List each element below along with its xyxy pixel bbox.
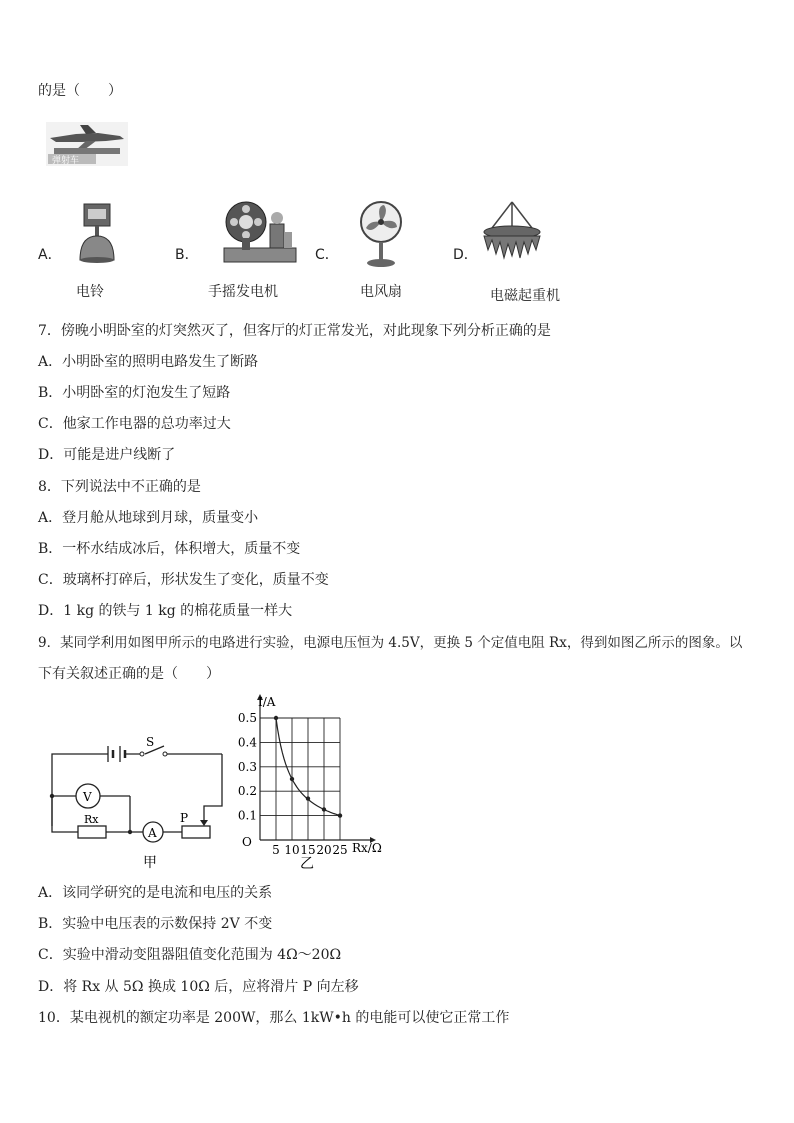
voltmeter-label: V [83,790,92,804]
hand-crank-generator-image [220,198,300,268]
circuit-caption: 甲 [143,855,157,871]
data-point [306,796,310,800]
q9-stem-line1: 9．某同学利用如图甲所示的电路进行实验，电源电压恒为 4.5V，更换 5 个定值电阻 Rx，得到如图乙所示的图象。以 [38,635,743,651]
resistor-label: Rx [84,813,99,826]
q6-option-c-caption: 电风扇 [360,284,402,300]
electromagnetic-crane-image [478,200,546,264]
q8-option-b: B．一杯水结成冰后，体积增大，质量不变 [38,541,301,557]
x-tick-label: 10 [284,843,300,857]
q6-option-c-letter: C． [315,247,339,263]
q6-option-a-caption: 电铃 [76,284,104,300]
q8-option-a: A．登月舱从地球到月球，质量变小 [38,510,259,526]
data-point [290,777,294,781]
electric-fan-image [356,200,406,268]
catapult-car-image [46,122,128,166]
catapult-caption: 弹射车 [52,156,80,166]
ammeter-label: A [148,826,157,840]
graph-caption: 乙 [300,856,314,872]
q6-stem-tail: 的是（ ） [38,83,122,99]
q9-stem-line2: 下有关叙述正确的是（ ） [38,666,220,682]
y-axis-label: I/A [258,695,276,709]
current-resistance-graph [237,692,400,874]
q8-option-d: D．1 kg 的铁与 1 kg 的棉花质量一样大 [38,603,293,619]
q10-stem: 10．某电视机的额定功率是 200W，那么 1kW•h 的电能可以使它正常工作 [38,1010,510,1026]
circuit-diagram [40,730,240,870]
q6-option-b-letter: B． [175,247,199,263]
y-tick-label: 0.5 [237,711,257,725]
q7-option-c: C．他家工作电器的总功率过大 [38,416,231,432]
q9-option-c: C．实验中滑动变阻器阻值变化范围为 4Ω～20Ω [38,947,342,963]
q7-option-b: B．小明卧室的灯泡发生了短路 [38,385,231,401]
tick-labels [238,711,348,857]
q9-option-b: B．实验中电压表的示数保持 2V 不变 [38,916,273,932]
x-tick-label: 5 [272,843,280,857]
y-tick-label: 0.1 [237,808,257,823]
y-tick-label: 0.4 [237,735,257,750]
q7-stem: 7．傍晚小明卧室的灯突然灭了，但客厅的灯正常发光，对此现象下列分析正确的是 [38,323,551,339]
data-point [338,813,342,817]
q7-option-d: D．可能是进户线断了 [38,447,176,463]
x-tick-label: 20 [316,843,332,857]
switch-label: S [146,735,155,749]
q9-option-d: D．将 Rx 从 5Ω 换成 10Ω 后，应将滑片 P 向左移 [38,979,359,995]
q6-option-d-caption: 电磁起重机 [490,288,560,304]
q8-option-c: C．玻璃杯打碎后，形状发生了变化，质量不变 [38,572,329,588]
data-point [322,807,326,811]
origin-label: O [242,835,252,849]
x-tick-label: 15 [300,843,316,857]
q7-option-a: A．小明卧室的照明电路发生了断路 [38,354,259,370]
x-tick-label: 25 [332,843,348,857]
q6-option-a-letter: A． [38,247,62,263]
x-axis-label: Rx/Ω [352,841,382,855]
q9-option-a: A．该同学研究的是电流和电压的关系 [38,885,273,901]
graph-grid [260,718,340,840]
y-tick-label: 0.2 [237,784,257,799]
data-point [274,716,278,720]
y-tick-label: 0.3 [237,759,257,774]
electric-bell-image [76,202,120,264]
slider-label: P [180,811,189,825]
q6-option-b-caption: 手摇发电机 [208,284,278,300]
q6-option-d-letter: D． [453,247,478,263]
q8-stem: 8．下列说法中不正确的是 [38,479,201,495]
